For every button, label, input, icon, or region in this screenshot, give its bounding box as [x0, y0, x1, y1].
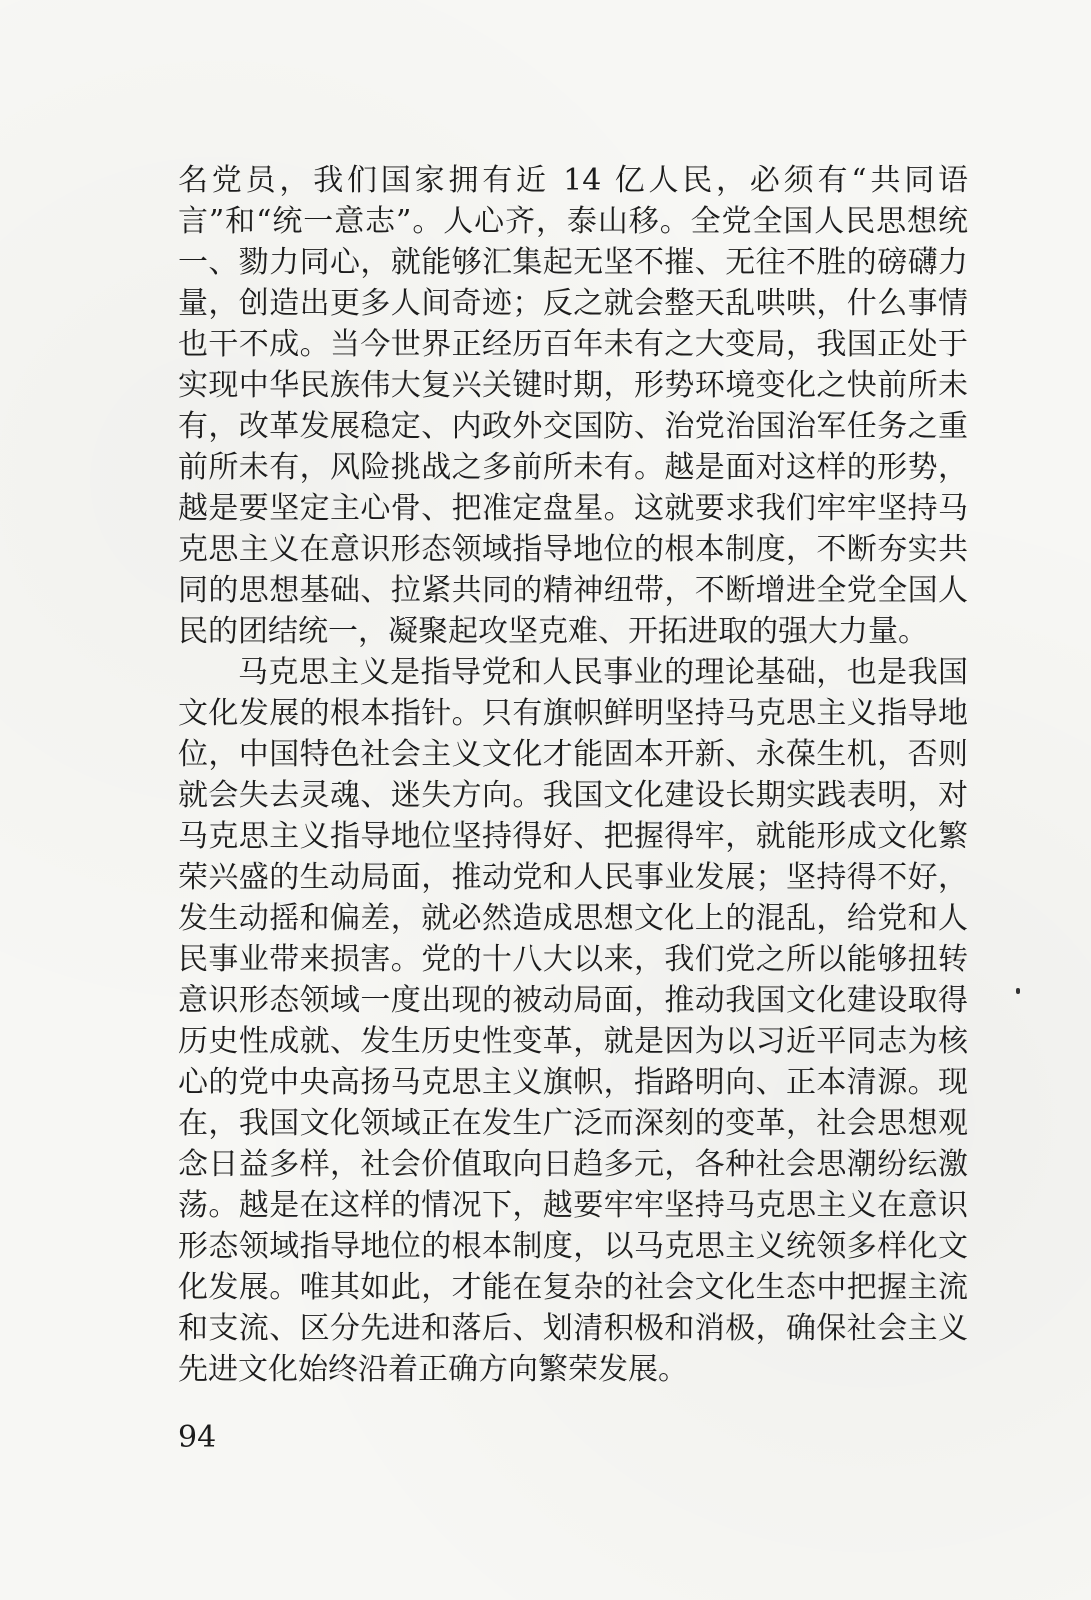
page-number: 94: [178, 1420, 217, 1455]
body-text: [178, 160, 968, 1390]
paragraph: 马克思主义是指导党和人民事业的理论基础，也是我国文化发展的根本指针。只有旗帜鲜明坚持马克思主义指导地位，中国特色社会主义文化才能固本开新、永葆生机，否则就会失去灵魂、迷失方向。我国文化建设长期实践表明，对马克思主义指导地位坚持得好、把握得牢，就能形成文化繁荣兴盛的生动局面，推动党和人民事业发展；坚持得不好，发生动摇和偏差，就必然造成思想文化上的混乱，给党和人民事业带来损害。党的十八大以来，我们党之所以能够扭转意识形态领域一度出现的被动局面，推动我国文化建设取得历史性成就、发生历史性变革，就是因为以习近平同志为核心的党中央高扬马克思主义旗帜，指路明向、正本清源。现在，我国文化领域正在发生广泛而深刻的变革，社会思想观念日益多样，社会价值取向日趋多元，各种社会思潮纷纭激荡。越是在这样的情况下，越要牢牢坚持马克思主义在意识形态领域指导地位的根本制度，以马克思主义统领多样化文化发展。唯其如此，才能在复杂的社会文化生态中把握主流和支流、区分先进和落后、划清积极和消极，确保社会主义先进文化始终沿着正确方向繁荣发展。: [178, 655, 968, 1387]
scan-speck: [1016, 988, 1020, 994]
paragraph-continued: 名党员，我们国家拥有近 14 亿人民，必须有“共同语言”和“统一意志”。人心齐，泰山移。全党全国人民思想统一、勠力同心，就能够汇集起无坚不摧、无往不胜的磅礴力量，创造出更多人间奇迹；反之就会整天乱哄哄，什么事情也干不成。当今世界正经历百年未有之大变局，我国正处于实现中华民族伟大复兴关键时期，形势环境变化之快前所未有，改革发展稳定、内政外交国防、治党治国治军任务之重前所未有，风险挑战之多前所未有。越是面对这样的形势，越是要坚定主心骨、把准定盘星。这就要求我们牢牢坚持马克思主义在意识形态领域指导地位的根本制度，不断夯实共同的思想基础、拉紧共同的精神纽带，不断增进全党全国人民的团结统一，凝聚起攻坚克难、开拓进取的强大力量。: [178, 163, 968, 649]
